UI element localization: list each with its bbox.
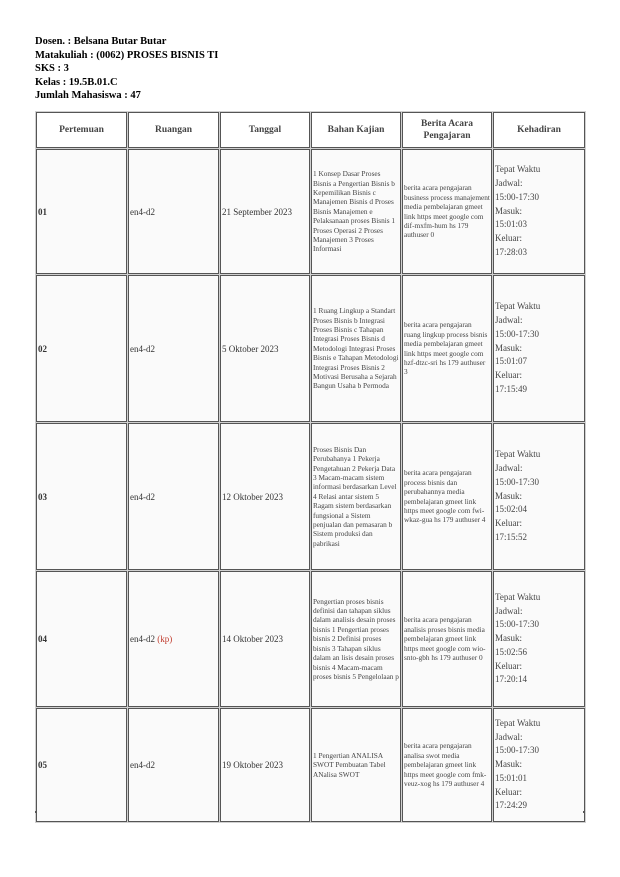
column-header-berita-acara: Berita Acara Pengajaran [402,112,493,149]
table-row [36,149,586,275]
jadwal-label: Jadwal: [495,731,523,742]
cell-kehadiran [493,275,586,423]
cell-berita-acara: berita acara pengajaran process bisnis dan perubahannya media pembelajaran gmeet link https meet google com fwi-wkaz-gua hs 179 authuser 4 [402,423,493,571]
keluar-label: Keluar: [495,370,522,381]
jumlah-mahasiswa-line: Jumlah Mahasiswa : 47 [35,90,141,102]
keluar-label: Keluar: [495,660,522,671]
table-row [36,275,586,423]
jadwal-label: Jadwal: [495,605,523,616]
kelas-line: Kelas : 19.5B.01.C [35,76,118,88]
cell-ruangan [128,571,220,708]
attendance-status: Tepat Waktu [495,591,541,602]
column-header-pertemuan: Pertemuan [36,112,128,149]
room-code: en4-d2 [130,760,155,770]
cell-pertemuan: 05 [36,708,128,823]
cell-bahan-kajian: Pengertian proses bisnis definisi dan tahapan siklus dalam analisis desain proses bisnis 1 Pengertian proses bisnis 2 Definisi proses bisnis 3 Tahapan siklus dalam an lisis desain proses bisnis 4 Macam-macam proses bisnis 5 Pengelolaan p [311,571,402,708]
room-code: en4-d2 [130,343,155,354]
cell-bahan-kajian: Proses Bisnis Dan Perubahanya 1 Pekerja Pengetahuan 2 Pekerja Data 3 Macam-macam sistem informasi berdasarkan Level 4 Relasi antar sistem 5 Ragam sistem berdasarkan fungsional a Sistem penjualan dan pemasaran b Sistem produksi dan pabrikasi [311,423,402,571]
cell-tanggal: 12 Oktober 2023 [220,423,311,571]
cell-kehadiran [493,423,586,571]
cell-tanggal: 21 September 2023 [220,149,311,275]
attendance-status: Tepat Waktu [495,164,541,175]
masuk-label: Masuk: [495,759,522,770]
table-row [36,423,586,571]
masuk-value: 15:02:56 [495,646,528,657]
keluar-label: Keluar: [495,518,522,529]
attendance-status: Tepat Waktu [495,717,541,728]
masuk-value: 15:01:07 [495,356,528,367]
room-code: en4-d2 [130,634,155,644]
attendance-table [35,111,586,823]
cell-kehadiran [493,571,586,708]
jadwal-value: 15:00-17:30 [495,745,539,756]
cell-tanggal: 14 Oktober 2023 [220,571,311,708]
masuk-label: Masuk: [495,490,522,501]
cell-berita-acara: berita acara pengajaran analisis proses bisnis media pembelajaran gmeet link https meet google com wio-snto-gbh hs 179 authuser 0 [402,571,493,708]
column-header-ruangan: Ruangan [128,112,220,149]
room-code: en4-d2 [130,491,155,502]
table-row [36,708,586,823]
document-header [35,35,218,103]
keluar-value: 17:15:49 [495,383,528,394]
keluar-label: Keluar: [495,786,522,797]
masuk-value: 15:02:04 [495,504,528,515]
jadwal-label: Jadwal: [495,315,523,325]
keluar-value: 17:24:29 [495,800,528,811]
cell-tanggal: 19 Oktober 2023 [220,708,311,823]
masuk-value: 15:01:01 [495,772,528,783]
masuk-label: Masuk: [495,633,522,644]
room-code: en4-d2 [130,206,155,217]
cell-berita-acara: berita acara pengajaran ruang lingkup process bisnis media pembelajaran gmeet link https meet google com hzf-dtzc-sri hs 179 authuser 3 [402,275,493,423]
table-continuation-edge [35,811,585,813]
jadwal-value: 15:00-17:30 [495,619,539,630]
cell-ruangan [128,275,220,423]
cell-pertemuan: 01 [36,149,128,275]
keluar-value: 17:28:03 [495,246,528,257]
column-header-tanggal: Tanggal [220,112,311,149]
cell-ruangan [128,423,220,571]
cell-kehadiran [493,708,586,823]
jadwal-label: Jadwal: [495,463,523,473]
keluar-value: 17:20:14 [495,674,528,685]
keluar-value: 17:15:52 [495,531,528,542]
kp-marker: (kp) [157,634,173,644]
cell-ruangan [128,708,220,823]
cell-pertemuan: 04 [36,571,128,708]
jadwal-value: 15:00-17:30 [495,191,539,202]
table-header-row [36,112,586,149]
cell-kehadiran [493,149,586,275]
column-header-bahan-kajian: Bahan Kajian [311,112,402,149]
cell-tanggal: 5 Oktober 2023 [220,275,311,423]
cell-pertemuan: 03 [36,423,128,571]
attendance-status: Tepat Waktu [495,449,541,460]
keluar-label: Keluar: [495,233,522,244]
jadwal-value: 15:00-17:30 [495,476,539,487]
column-header-kehadiran: Kehadiran [493,112,586,149]
cell-berita-acara: berita acara pengajaran analisa swot media pembelajaran gmeet link https meet google com fmk-veuz-xog hs 179 authuser 4 [402,708,493,823]
cell-pertemuan: 02 [36,275,128,423]
jadwal-label: Jadwal: [495,178,523,188]
cell-bahan-kajian: 1 Konsep Dasar Proses Bisnis a Pengertian Bisnis b Kepemilikan Bisnis c Manajemen Bisnis d Proses Bisnis Manajemen e Pelaksanaan proses Bisnis 1 Proses Operasi 2 Proses Manajemen 3 Proses Informasi [311,149,402,275]
table-row [36,571,586,708]
dosen-line: Dosen. : Belsana Butar Butar [35,36,167,47]
jadwal-value: 15:00-17:30 [495,328,539,339]
cell-berita-acara: berita acara pengajaran business process manajement media pembelajaran gmeet link https meet google com dif-mxfm-hum hs 179 authuser 0 [402,149,493,275]
masuk-label: Masuk: [495,205,522,216]
sks-line: SKS : 3 [35,63,69,75]
cell-ruangan [128,149,220,275]
attendance-table-wrapper [35,111,585,823]
masuk-label: Masuk: [495,342,522,353]
cell-bahan-kajian: 1 Ruang Lingkup a Standart Proses Bisnis b Integrasi Proses Bisnis c Tahapan Integrasi Proses Bisnis d Metodologi Integrasi Proses Bisnis e Tahapan Metodologi Integrasi Proses Bisnis 2 Motivasi Berusaha a Sejarah Bangun Usaha b Permoda [311,275,402,423]
attendance-status: Tepat Waktu [495,301,541,312]
cell-bahan-kajian: 1 Pengertian ANALISA SWOT Pembuatan Tabel ANalisa SWOT [311,708,402,823]
matakuliah-line: Matakuliah : (0062) PROSES BISNIS TI [35,49,219,61]
masuk-value: 15:01:03 [495,219,528,230]
